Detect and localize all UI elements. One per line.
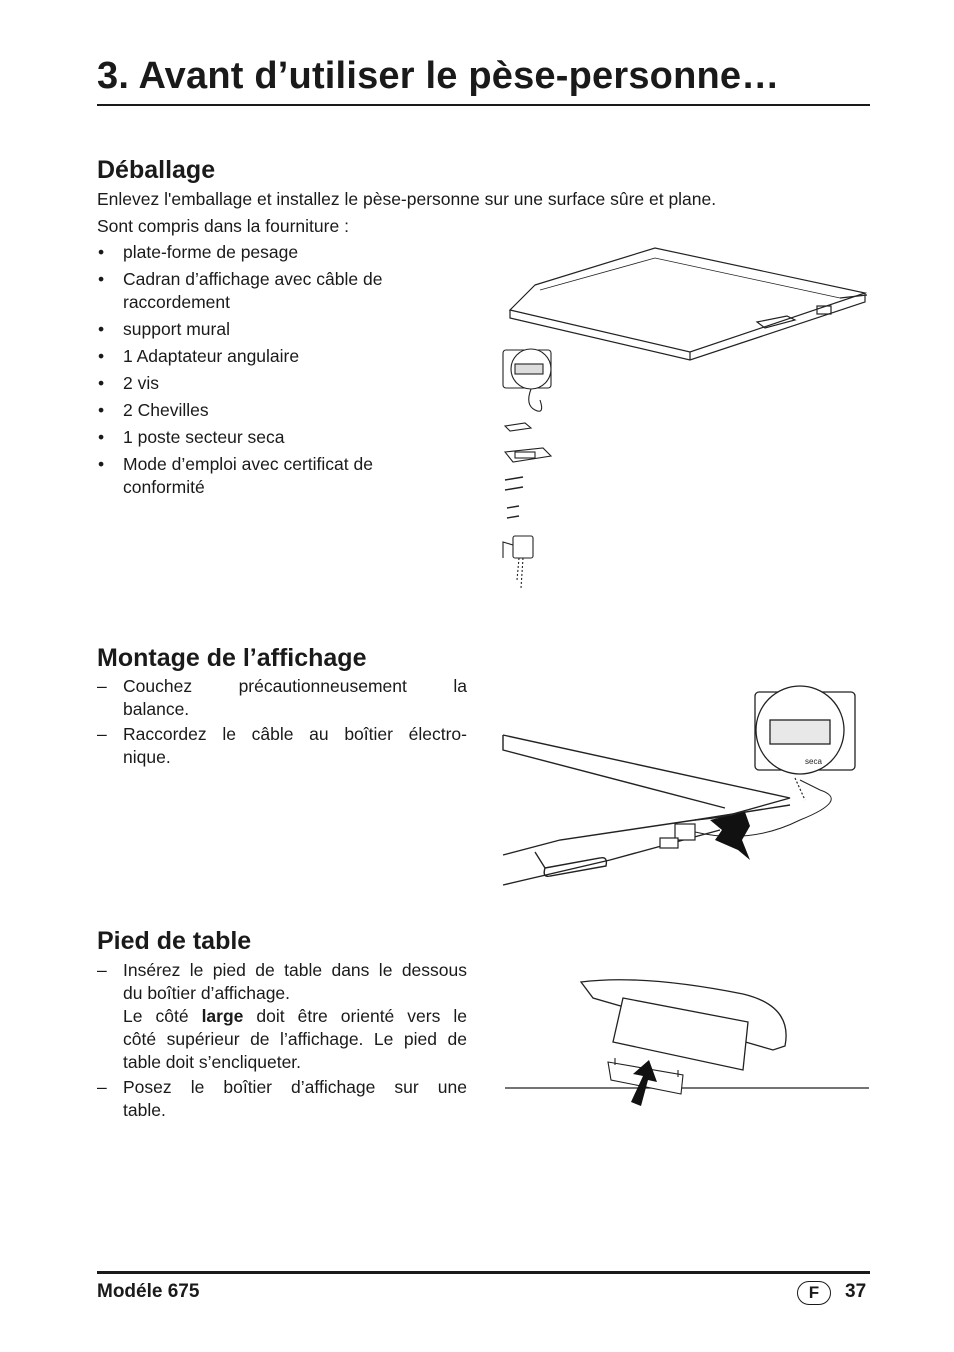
step-line: nique. [123,747,171,767]
display-unit-icon [581,980,786,1070]
page-number: 37 [845,1281,867,1302]
list-item: • support mural [97,318,437,341]
step-line: balance. [123,699,190,719]
delivery-contents-illustration [495,240,875,595]
list-item: • 2 vis [97,372,437,395]
display-mounting-illustration [500,680,870,890]
list-item: • 2 Chevilles [97,399,437,422]
language-badge: F [797,1281,831,1305]
list-item: • 1 Adaptateur angulaire [97,345,437,368]
step-line: table. [123,1100,166,1120]
list-item: • Cadran d’affichage avec câble de raccordement [97,268,437,314]
section-heading-montage: Montage de l’affichage [97,644,367,672]
step-line: – Posez le boîtier d’affichage sur une [123,1077,467,1097]
section-heading-pied: Pied de table [97,927,252,955]
step-line: – Insérez le pied de table dans le dessous [123,960,467,980]
scope-label: Sont compris dans la fourniture : [97,216,349,236]
section-heading-deballage: Déballage [97,156,216,184]
screws-icon [505,477,523,518]
step-line: côté supérieur de l’affichage. Le pied de [123,1029,467,1049]
list-item [97,723,467,769]
montage-steps [97,675,467,771]
title-rule [97,104,870,106]
list-item: • 1 poste secteur seca [97,426,437,449]
power-supply-icon [503,536,533,588]
brand-label: seca [805,757,822,766]
list-item [97,675,467,721]
display-unit-icon [503,349,551,411]
list-item: • plate-forme de pesage [97,241,437,264]
step-line: – Couchez précautionneusement la [123,676,467,696]
step-line: du boîtier d’affichage. [123,983,291,1003]
deballage-intro: Enlevez l'emballage et installez le pèse-personne sur une surface sûre et plane. [97,189,717,209]
step-line: – Raccordez le câble au boîtier électro- [123,724,467,744]
footer-rule [97,1271,870,1274]
footer-model: Modéle 675 [97,1281,200,1302]
step-line: Le côté large doit être orienté vers le [123,1006,467,1026]
scope-list [97,241,437,503]
pied-steps [97,959,467,1124]
list-item: • Mode d’emploi avec certificat de conformité [97,453,437,499]
list-item [97,959,467,1074]
emphasis-large: large [201,1006,244,1026]
page-title: 3. Avant d’utiliser le pèse-personne… [97,55,780,97]
list-item [97,1076,467,1122]
step-line: table doit s’encliqueter. [123,1052,302,1072]
display-unit-icon [755,686,855,774]
table-stand-illustration [503,970,873,1110]
